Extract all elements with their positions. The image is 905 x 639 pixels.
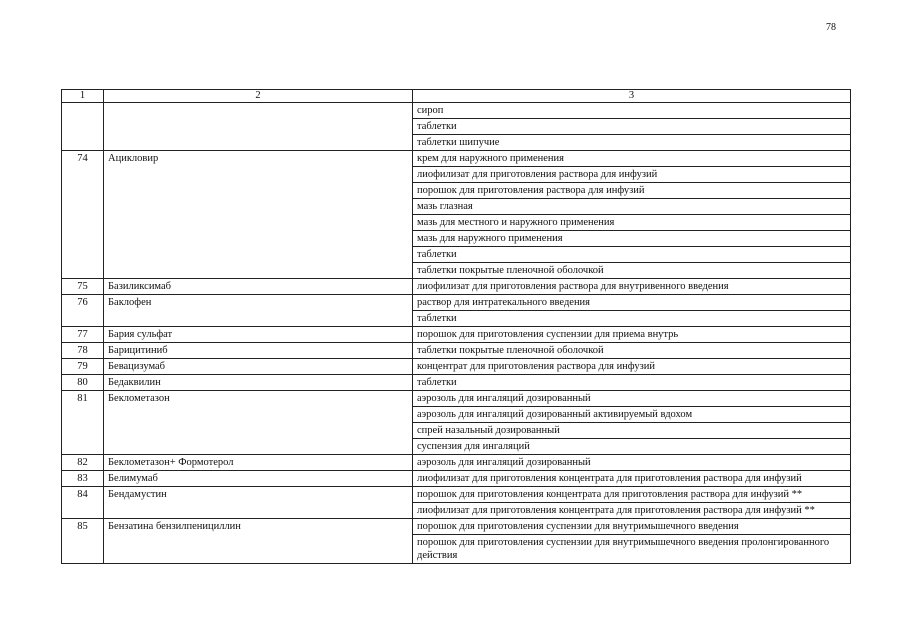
dosage-form: лиофилизат для приготовления концентрата для приготовления раствора для инфузий ** <box>413 503 851 519</box>
dosage-form: концентрат для приготовления раствора для инфузий <box>413 359 851 375</box>
dosage-form: таблетки <box>413 375 851 391</box>
dosage-form: суспензия для ингаляций <box>413 439 851 455</box>
table-body <box>62 90 851 564</box>
dosage-form: мазь глазная <box>413 199 851 215</box>
row-number: 83 <box>62 471 104 487</box>
dosage-form: крем для наружного применения <box>413 151 851 167</box>
header-col-1: 1 <box>62 90 104 103</box>
table-row <box>62 279 851 295</box>
row-number: 85 <box>62 519 104 564</box>
dosage-form: спрей назальный дозированный <box>413 423 851 439</box>
table-row <box>62 295 851 311</box>
row-number: 79 <box>62 359 104 375</box>
header-col-3: 3 <box>413 90 851 103</box>
row-number <box>62 103 104 151</box>
drug-name: Белимумаб <box>104 471 413 487</box>
dosage-form: аэрозоль для ингаляций дозированный <box>413 391 851 407</box>
table-row <box>62 455 851 471</box>
dosage-form: мазь для наружного применения <box>413 231 851 247</box>
table-row <box>62 359 851 375</box>
dosage-form: аэрозоль для ингаляций дозированный активируемый вдохом <box>413 407 851 423</box>
dosage-form: лиофилизат для приготовления концентрата для приготовления раствора для инфузий <box>413 471 851 487</box>
table-row <box>62 519 851 535</box>
dosage-form: таблетки <box>413 247 851 263</box>
row-number: 84 <box>62 487 104 519</box>
table-row <box>62 487 851 503</box>
page-number: 78 <box>826 22 836 33</box>
drug-name <box>104 103 413 151</box>
row-number: 77 <box>62 327 104 343</box>
row-number: 75 <box>62 279 104 295</box>
dosage-form: таблетки <box>413 311 851 327</box>
table-row <box>62 391 851 407</box>
dosage-form: таблетки шипучие <box>413 135 851 151</box>
drug-name: Баклофен <box>104 295 413 327</box>
dosage-form: порошок для приготовления суспензии для приема внутрь <box>413 327 851 343</box>
drug-name: Бензатина бензилпенициллин <box>104 519 413 564</box>
row-number: 76 <box>62 295 104 327</box>
drug-name: Беклометазон <box>104 391 413 455</box>
drug-name: Базиликсимаб <box>104 279 413 295</box>
drug-name: Бевацизумаб <box>104 359 413 375</box>
row-number: 78 <box>62 343 104 359</box>
drug-name: Бендамустин <box>104 487 413 519</box>
dosage-form: таблетки покрытые пленочной оболочкой <box>413 263 851 279</box>
row-number: 81 <box>62 391 104 455</box>
header-row <box>62 90 851 103</box>
dosage-form: таблетки покрытые пленочной оболочкой <box>413 343 851 359</box>
drug-name: Ацикловир <box>104 151 413 279</box>
table-row <box>62 327 851 343</box>
table-row <box>62 375 851 391</box>
row-number: 74 <box>62 151 104 279</box>
table-row <box>62 343 851 359</box>
table-row <box>62 103 851 119</box>
row-number: 82 <box>62 455 104 471</box>
dosage-form: таблетки <box>413 119 851 135</box>
drug-name: Бедаквилин <box>104 375 413 391</box>
row-number: 80 <box>62 375 104 391</box>
table-row <box>62 151 851 167</box>
drug-name: Бария сульфат <box>104 327 413 343</box>
dosage-form: сироп <box>413 103 851 119</box>
drug-name: Беклометазон+ Формотерол <box>104 455 413 471</box>
dosage-form: лиофилизат для приготовления раствора для инфузий <box>413 167 851 183</box>
drug-table <box>61 89 851 564</box>
table-row <box>62 471 851 487</box>
dosage-form: порошок для приготовления суспензии для внутримышечного введения пролонгированного действия <box>413 535 851 564</box>
dosage-form: порошок для приготовления раствора для инфузий <box>413 183 851 199</box>
dosage-form: лиофилизат для приготовления раствора для внутривенного введения <box>413 279 851 295</box>
dosage-form: мазь для местного и наружного применения <box>413 215 851 231</box>
dosage-form: аэрозоль для ингаляций дозированный <box>413 455 851 471</box>
dosage-form: порошок для приготовления концентрата для приготовления раствора для инфузий ** <box>413 487 851 503</box>
header-col-2: 2 <box>104 90 413 103</box>
drug-name: Барицитиниб <box>104 343 413 359</box>
dosage-form: раствор для интратекального введения <box>413 295 851 311</box>
dosage-form: порошок для приготовления суспензии для внутримышечного введения <box>413 519 851 535</box>
